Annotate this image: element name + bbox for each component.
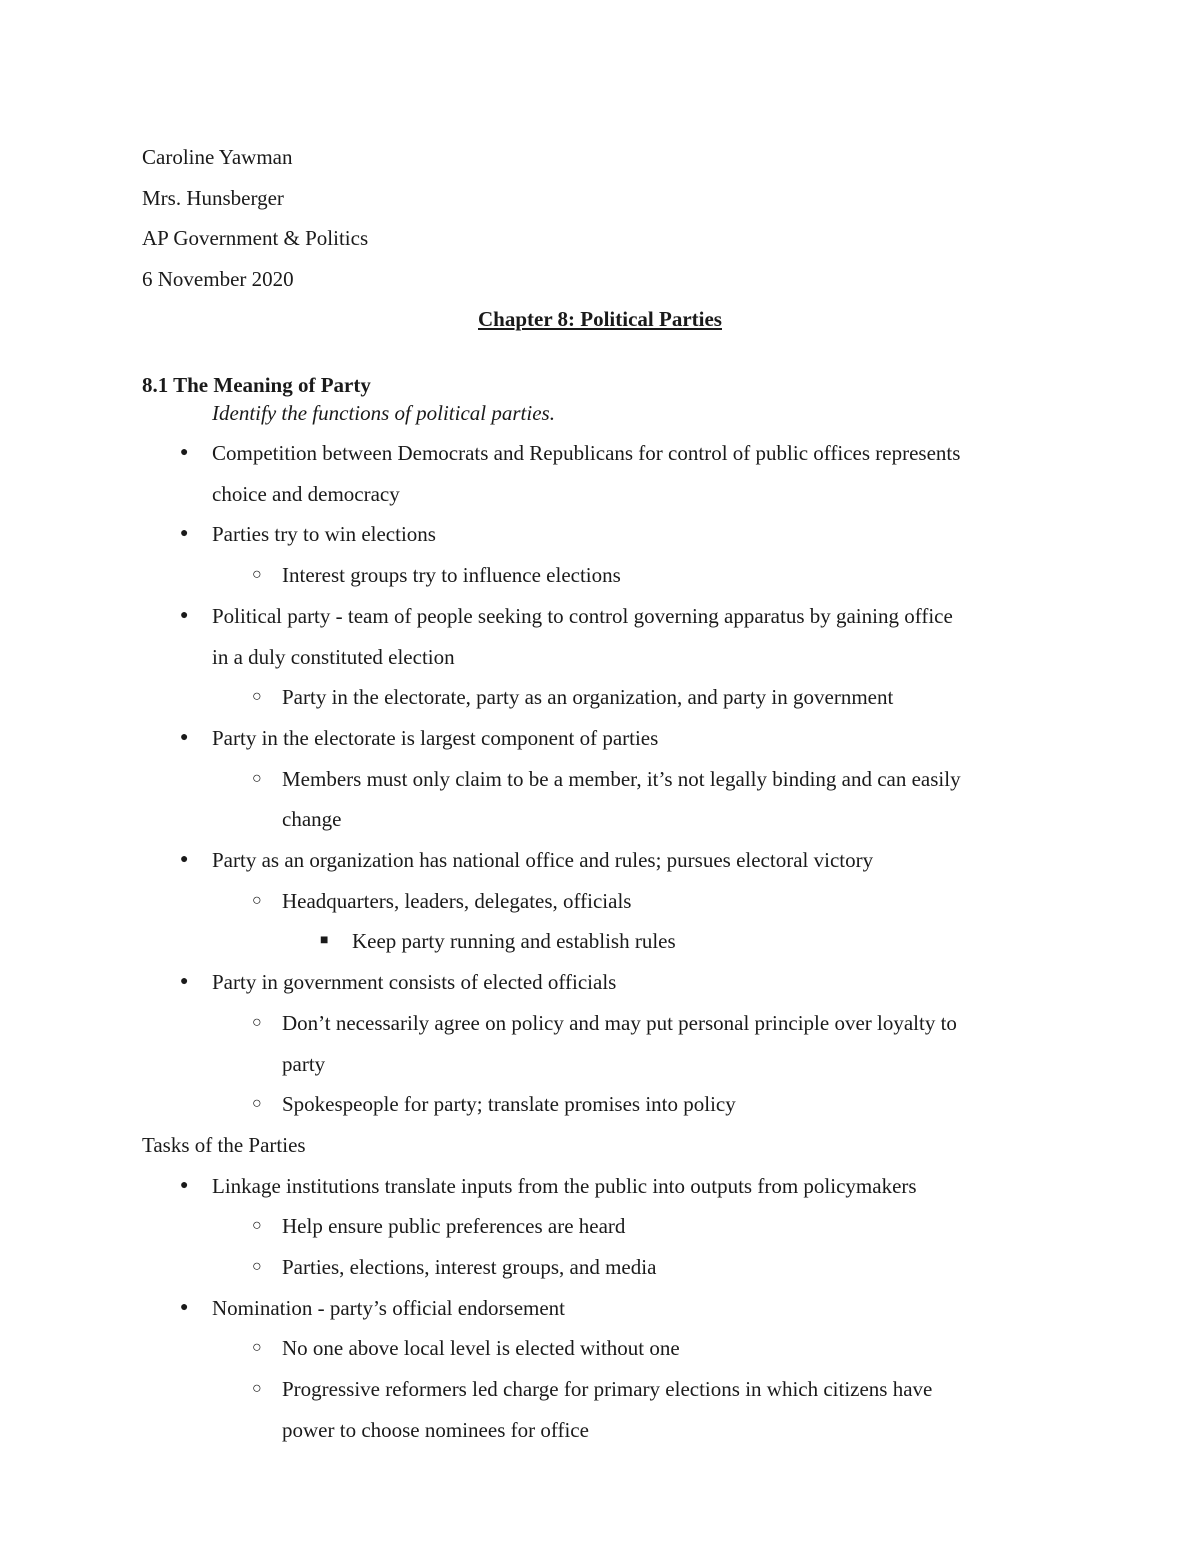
list-item-text: Linkage institutions translate inputs from the public into outputs from policymakers	[212, 1173, 917, 1198]
bullet-circle-icon: ○	[252, 566, 262, 584]
list-item	[252, 1087, 736, 1121]
list-item	[252, 884, 632, 918]
list-item-text: Nomination - party’s official endorsement	[212, 1295, 566, 1320]
list-item	[180, 1169, 917, 1203]
list-item-text: choice and democracy	[212, 481, 400, 506]
list-item-continuation	[282, 1413, 589, 1447]
list-item-text: Headquarters, leaders, delegates, officials	[282, 888, 632, 913]
list-item	[320, 924, 676, 958]
list-item-text: Parties, elections, interest groups, and media	[282, 1255, 657, 1279]
bullet-dot-icon: ●	[180, 1177, 189, 1193]
list-item-text: Members must only claim to be a member, it’s not legally binding and can easily	[282, 766, 961, 791]
bullet-dot-icon: ●	[180, 526, 189, 542]
list-item-text: Progressive reformers led charge for primary elections in which citizens have	[282, 1377, 933, 1402]
list-item-text: Party in the electorate is largest component of parties	[212, 725, 659, 750]
bullet-square-icon: ■	[320, 933, 329, 949]
list-item-text: Spokespeople for party; translate promises into policy	[282, 1092, 736, 1117]
list-item	[180, 599, 953, 633]
bullet-circle-icon: ○	[252, 1380, 262, 1398]
list-item-text: Parties try to win elections	[212, 522, 436, 547]
list-item	[252, 1006, 957, 1040]
list-item-text: change	[282, 807, 342, 832]
course-name: AP Government & Politics	[142, 226, 369, 250]
list-item	[252, 680, 894, 714]
bullet-circle-icon: ○	[252, 891, 262, 909]
list-item-text: Party in government consists of elected officials	[212, 970, 617, 995]
list-item-text: Don’t necessarily agree on policy and may put personal principle over loyalty to	[282, 1010, 957, 1035]
list-item	[180, 721, 659, 755]
list-item	[180, 843, 874, 877]
bullet-circle-icon: ○	[252, 688, 262, 706]
list-item-continuation	[212, 477, 400, 511]
bullet-circle-icon: ○	[252, 1339, 262, 1357]
list-item	[252, 762, 961, 796]
list-item-text: Political party - team of people seeking to control governing apparatus by gaining office	[212, 603, 953, 628]
bullet-circle-icon: ○	[252, 1013, 262, 1031]
bullet-circle-icon: ○	[252, 1095, 262, 1113]
section-heading: 8.1 The Meaning of Party	[142, 373, 371, 397]
list-item-text: Keep party running and establish rules	[352, 929, 676, 954]
subheading	[142, 1128, 306, 1162]
bullet-circle-icon: ○	[252, 1258, 262, 1275]
list-item-text: in a duly constituted election	[212, 644, 455, 669]
list-item	[180, 517, 436, 551]
list-item-text: party	[282, 1051, 326, 1076]
list-item-text: Tasks of the Parties	[142, 1132, 306, 1157]
bullet-circle-icon: ○	[252, 1217, 262, 1235]
list-item	[180, 1291, 566, 1325]
document-header	[142, 140, 368, 302]
list-item	[180, 436, 961, 470]
list-item-text: No one above local level is elected without one	[282, 1336, 680, 1361]
list-item-continuation	[282, 802, 341, 836]
list-item-text: Competition between Democrats and Republicans for control of public offices represents	[212, 441, 961, 465]
student-name: Caroline Yawman	[142, 145, 293, 169]
list-item-text: Interest groups try to influence elections	[282, 563, 621, 588]
section-objective: Identify the functions of political parties.	[212, 401, 555, 425]
list-item-continuation	[212, 640, 455, 674]
list-item	[252, 1372, 933, 1406]
bullet-dot-icon: ●	[180, 729, 189, 745]
list-item-text: Party in the electorate, party as an organization, and party in government	[282, 685, 894, 710]
list-item-continuation	[282, 1047, 325, 1081]
teacher-name: Mrs. Hunsberger	[142, 185, 284, 210]
bullet-circle-icon: ○	[252, 769, 262, 787]
bullet-dot-icon: ●	[180, 974, 189, 990]
list-item	[252, 1250, 657, 1284]
page-title: Chapter 8: Political Parties	[478, 307, 722, 331]
bullet-dot-icon: ●	[180, 852, 189, 867]
list-item	[252, 558, 621, 592]
list-item-text: Help ensure public preferences are heard	[282, 1214, 626, 1239]
list-item-text: Party as an organization has national office and rules; pursues electoral victory	[212, 848, 874, 872]
bullet-dot-icon: ●	[180, 1299, 189, 1315]
list-item	[252, 1331, 680, 1365]
bullet-dot-icon: ●	[180, 445, 189, 460]
list-item	[180, 965, 617, 999]
list-item	[252, 1209, 626, 1243]
list-item-text: power to choose nominees for office	[282, 1417, 589, 1442]
bullet-dot-icon: ●	[180, 607, 189, 623]
document-date: 6 November 2020	[142, 266, 294, 291]
